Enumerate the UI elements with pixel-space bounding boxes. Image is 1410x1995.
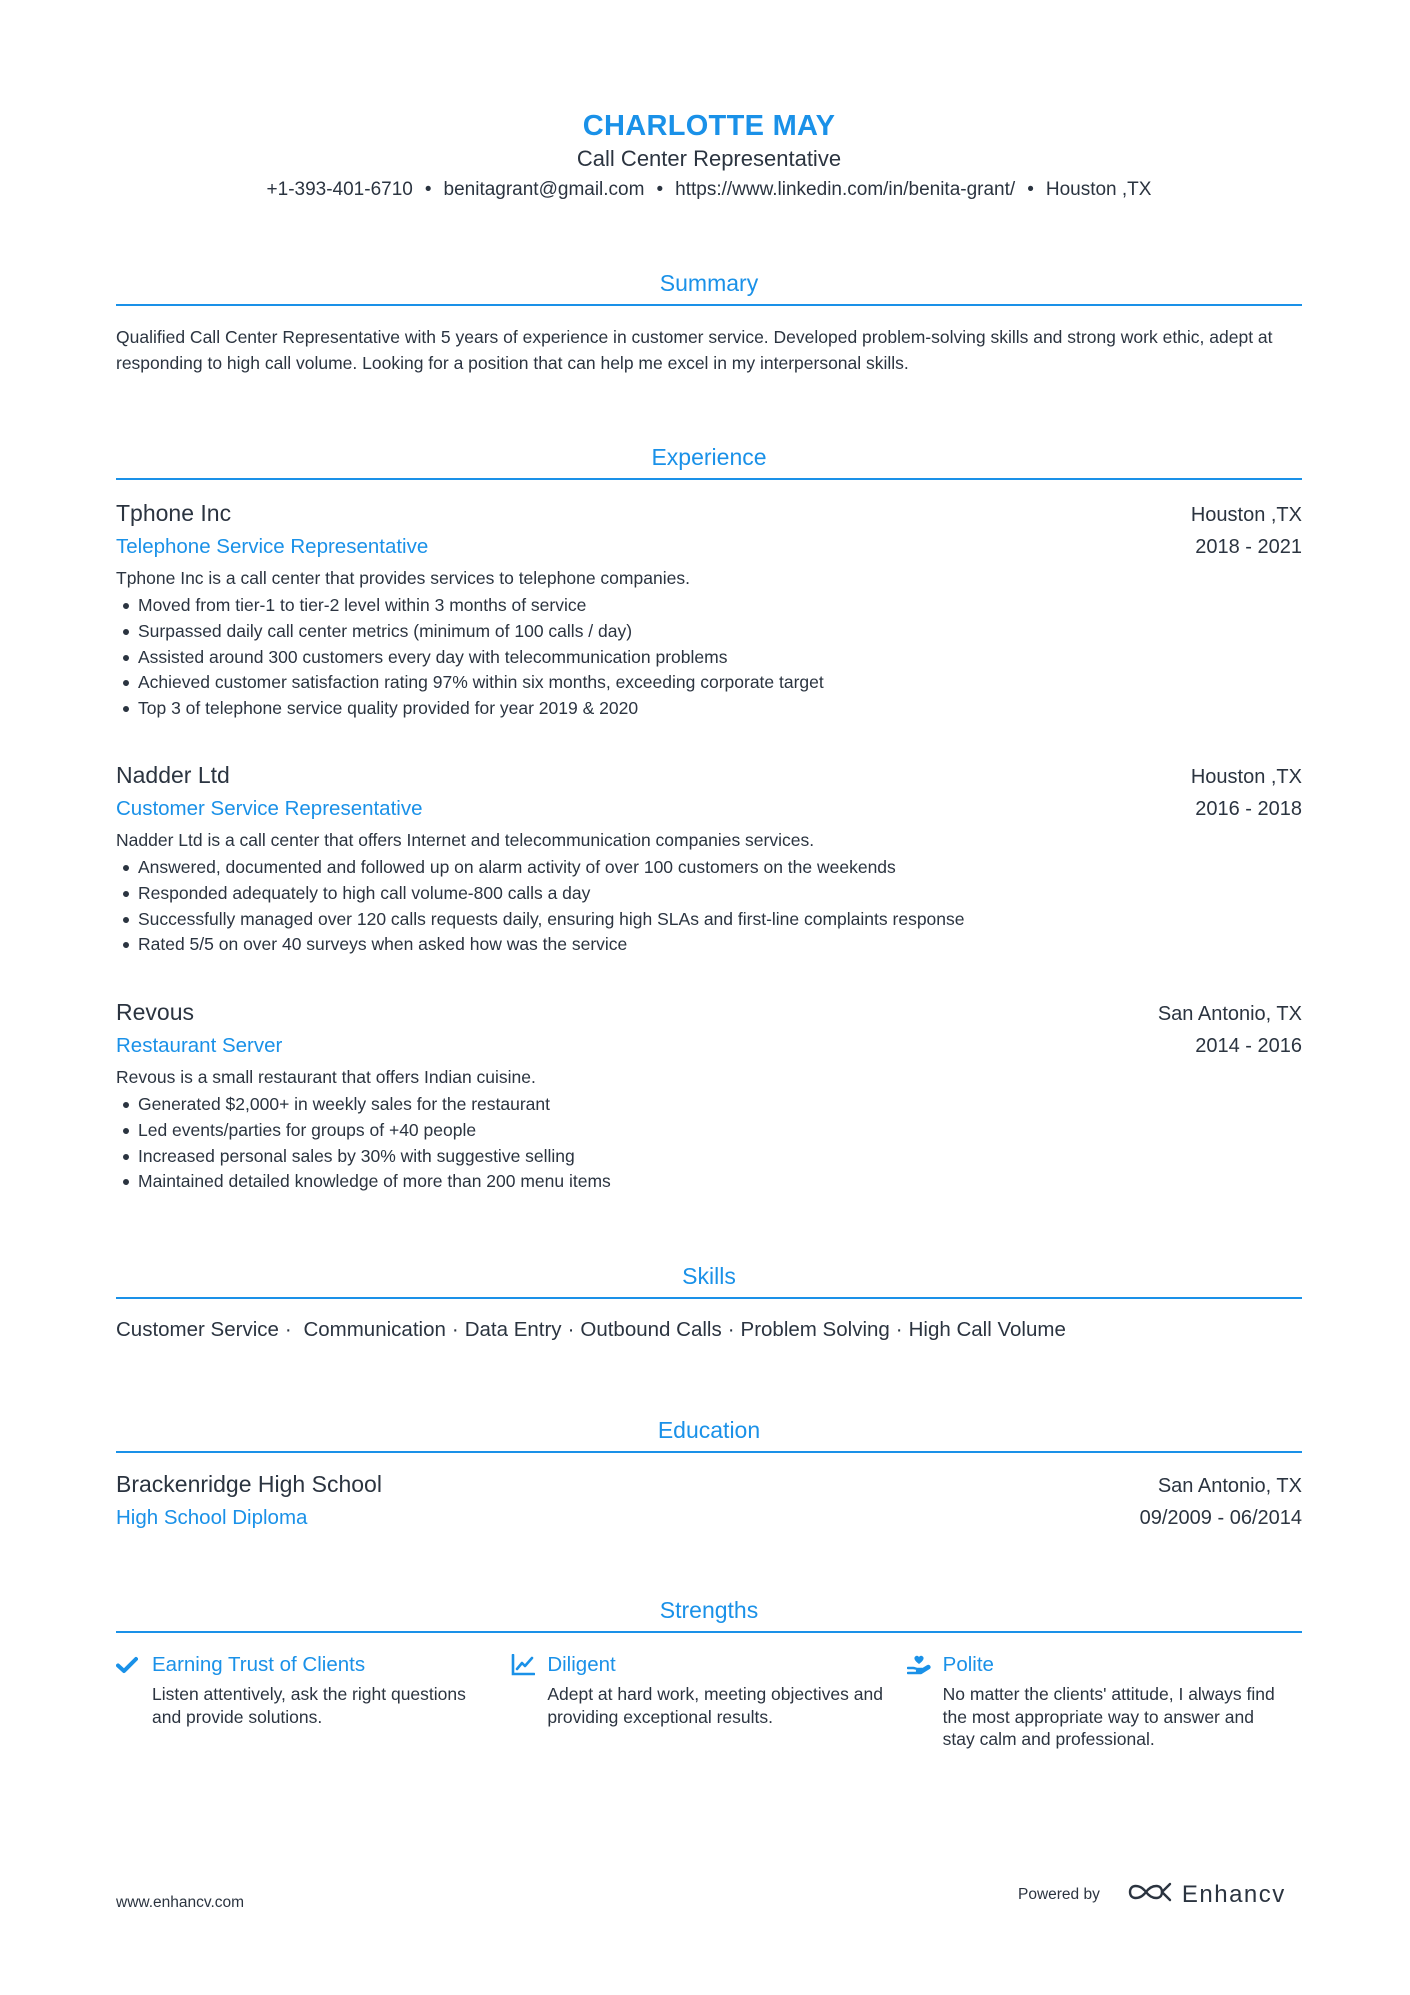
job-bullets — [116, 1092, 1302, 1195]
job-bullet: Rated 5/5 on over 40 surveys when asked how was the service — [116, 932, 1302, 958]
skills-section — [116, 1259, 1302, 1345]
resume-content — [116, 0, 1302, 1749]
skill-separator: · — [284, 1318, 292, 1341]
section-title-summary: Summary — [659, 270, 759, 296]
skill-separator: · — [567, 1318, 575, 1341]
job-description: Tphone Inc is a call center that provides services to telephone companies. — [116, 568, 690, 588]
job-bullet: Successfully managed over 120 calls requests daily, ensuring high SLAs and first-line complaints response — [116, 907, 1302, 933]
experience-entry — [116, 498, 1302, 722]
footer-branding — [1018, 1880, 1286, 1909]
skill-item: Problem Solving — [740, 1318, 890, 1341]
job-location: Houston ,TX — [1190, 766, 1302, 788]
job-bullet: Responded adequately to high call volume-800 calls a day — [116, 881, 1302, 907]
skill-separator: · — [727, 1318, 735, 1341]
candidate-role: Call Center Representative — [576, 146, 842, 171]
job-dates: 2018 - 2021 — [1195, 536, 1302, 558]
job-description: Nadder Ltd is a call center that offers Internet and telecommunication companies services. — [116, 830, 815, 850]
strength-description: Listen attentively, ask the right questions and provide solutions. — [152, 1684, 466, 1727]
powered-by-label: Powered by — [1018, 1885, 1100, 1903]
section-title-skills: Skills — [682, 1263, 736, 1289]
skill-separator: · — [451, 1318, 459, 1341]
contact-line — [116, 176, 1302, 204]
experience-entry — [116, 760, 1302, 958]
job-bullet: Generated $2,000+ in weekly sales for the restaurant — [116, 1092, 1302, 1118]
job-title: Restaurant Server — [116, 1034, 283, 1057]
strength-item — [511, 1651, 906, 1751]
strength-title: Diligent — [547, 1653, 616, 1676]
education-school: Brackenridge High School — [116, 1471, 382, 1497]
contact-email[interactable]: benitagrant@gmail.com — [443, 179, 645, 200]
job-dates: 2016 - 2018 — [1195, 798, 1302, 820]
job-description: Revous is a small restaurant that offers Indian cuisine. — [116, 1067, 536, 1087]
resume-header — [116, 0, 1302, 204]
skill-item: High Call Volume — [908, 1318, 1066, 1341]
enhancv-logo-icon — [1126, 1880, 1174, 1909]
candidate-name: CHARLOTTE MAY — [582, 110, 836, 142]
job-bullet: Surpassed daily call center metrics (minimum of 100 calls / day) — [116, 619, 1302, 645]
section-divider — [116, 478, 1302, 480]
job-bullet: Moved from tier-1 to tier-2 level within 3 months of service — [116, 593, 1302, 619]
summary-section — [116, 266, 1302, 376]
education-section — [116, 1413, 1302, 1534]
chart-line-icon — [511, 1651, 547, 1679]
section-title-strengths: Strengths — [659, 1597, 759, 1623]
experience-section — [116, 440, 1302, 480]
section-title-experience: Experience — [651, 444, 767, 470]
skill-item: Customer Service — [116, 1318, 279, 1341]
contact-separator: • — [424, 179, 432, 200]
education-location: San Antonio, TX — [1157, 1475, 1302, 1497]
contact-linkedin[interactable]: https://www.linkedin.com/in/benita-grant/ — [675, 179, 1016, 200]
job-bullet: Maintained detailed knowledge of more than 200 menu items — [116, 1169, 1302, 1195]
job-company: Revous — [116, 999, 194, 1025]
job-bullets — [116, 855, 1302, 958]
hand-heart-icon — [907, 1651, 943, 1679]
job-bullet: Top 3 of telephone service quality provided for year 2019 & 2020 — [116, 696, 1302, 722]
skill-item: Communication — [303, 1318, 446, 1341]
section-divider — [116, 1451, 1302, 1453]
section-divider — [116, 1631, 1302, 1633]
strength-title: Polite — [942, 1653, 994, 1676]
strengths-section — [116, 1593, 1302, 1751]
strength-title: Earning Trust of Clients — [152, 1653, 366, 1676]
job-location: Houston ,TX — [1190, 504, 1302, 526]
experience-entry — [116, 997, 1302, 1195]
job-title: Telephone Service Representative — [116, 535, 429, 558]
strengths-list — [116, 1651, 1302, 1751]
job-title: Customer Service Representative — [116, 797, 423, 820]
section-divider — [116, 304, 1302, 306]
strength-description: Adept at hard work, meeting objectives and providing exceptional results. — [547, 1684, 883, 1727]
skill-item: Outbound Calls — [580, 1318, 722, 1341]
check-icon — [116, 1651, 152, 1679]
skill-separator: · — [895, 1318, 903, 1341]
job-location: San Antonio, TX — [1157, 1003, 1302, 1025]
skill-item: Data Entry — [464, 1318, 562, 1341]
footer-website[interactable]: www.enhancv.com — [116, 1894, 245, 1911]
job-bullet: Increased personal sales by 30% with suggestive selling — [116, 1144, 1302, 1170]
section-title-education: Education — [657, 1417, 761, 1443]
strength-description: No matter the clients' attitude, I always find the most appropriate way to answer and stay calm and professional. — [942, 1684, 1275, 1749]
education-dates: 09/2009 - 06/2014 — [1139, 1507, 1302, 1529]
job-bullet: Led events/parties for groups of +40 people — [116, 1118, 1302, 1144]
contact-separator: • — [656, 179, 664, 200]
education-entry — [116, 1469, 1302, 1534]
skills-list — [116, 1315, 1302, 1345]
brand-name: Enhancv — [1181, 1880, 1286, 1908]
summary-text: Qualified Call Center Representative with 5 years of experience in customer service. Developed problem-solving skills and strong work ethic, adept at responding to high call volume. Looking for a position that can help me excel in my interpersonal skills. — [116, 327, 1273, 373]
section-divider — [116, 1297, 1302, 1299]
job-company: Tphone Inc — [116, 500, 232, 526]
job-bullet: Answered, documented and followed up on alarm activity of over 100 customers on the weekends — [116, 855, 1302, 881]
education-degree: High School Diploma — [116, 1506, 308, 1529]
strength-item — [116, 1651, 511, 1751]
job-bullet: Assisted around 300 customers every day with telecommunication problems — [116, 645, 1302, 671]
job-dates: 2014 - 2016 — [1195, 1035, 1302, 1057]
strength-item — [907, 1651, 1302, 1751]
job-bullet: Achieved customer satisfaction rating 97% within six months, exceeding corporate target — [116, 670, 1302, 696]
job-company: Nadder Ltd — [116, 762, 230, 788]
job-bullets — [116, 593, 1302, 722]
contact-location: Houston ,TX — [1045, 179, 1152, 200]
contact-separator: • — [1027, 179, 1034, 200]
contact-phone: +1-393-401-6710 — [266, 179, 413, 200]
